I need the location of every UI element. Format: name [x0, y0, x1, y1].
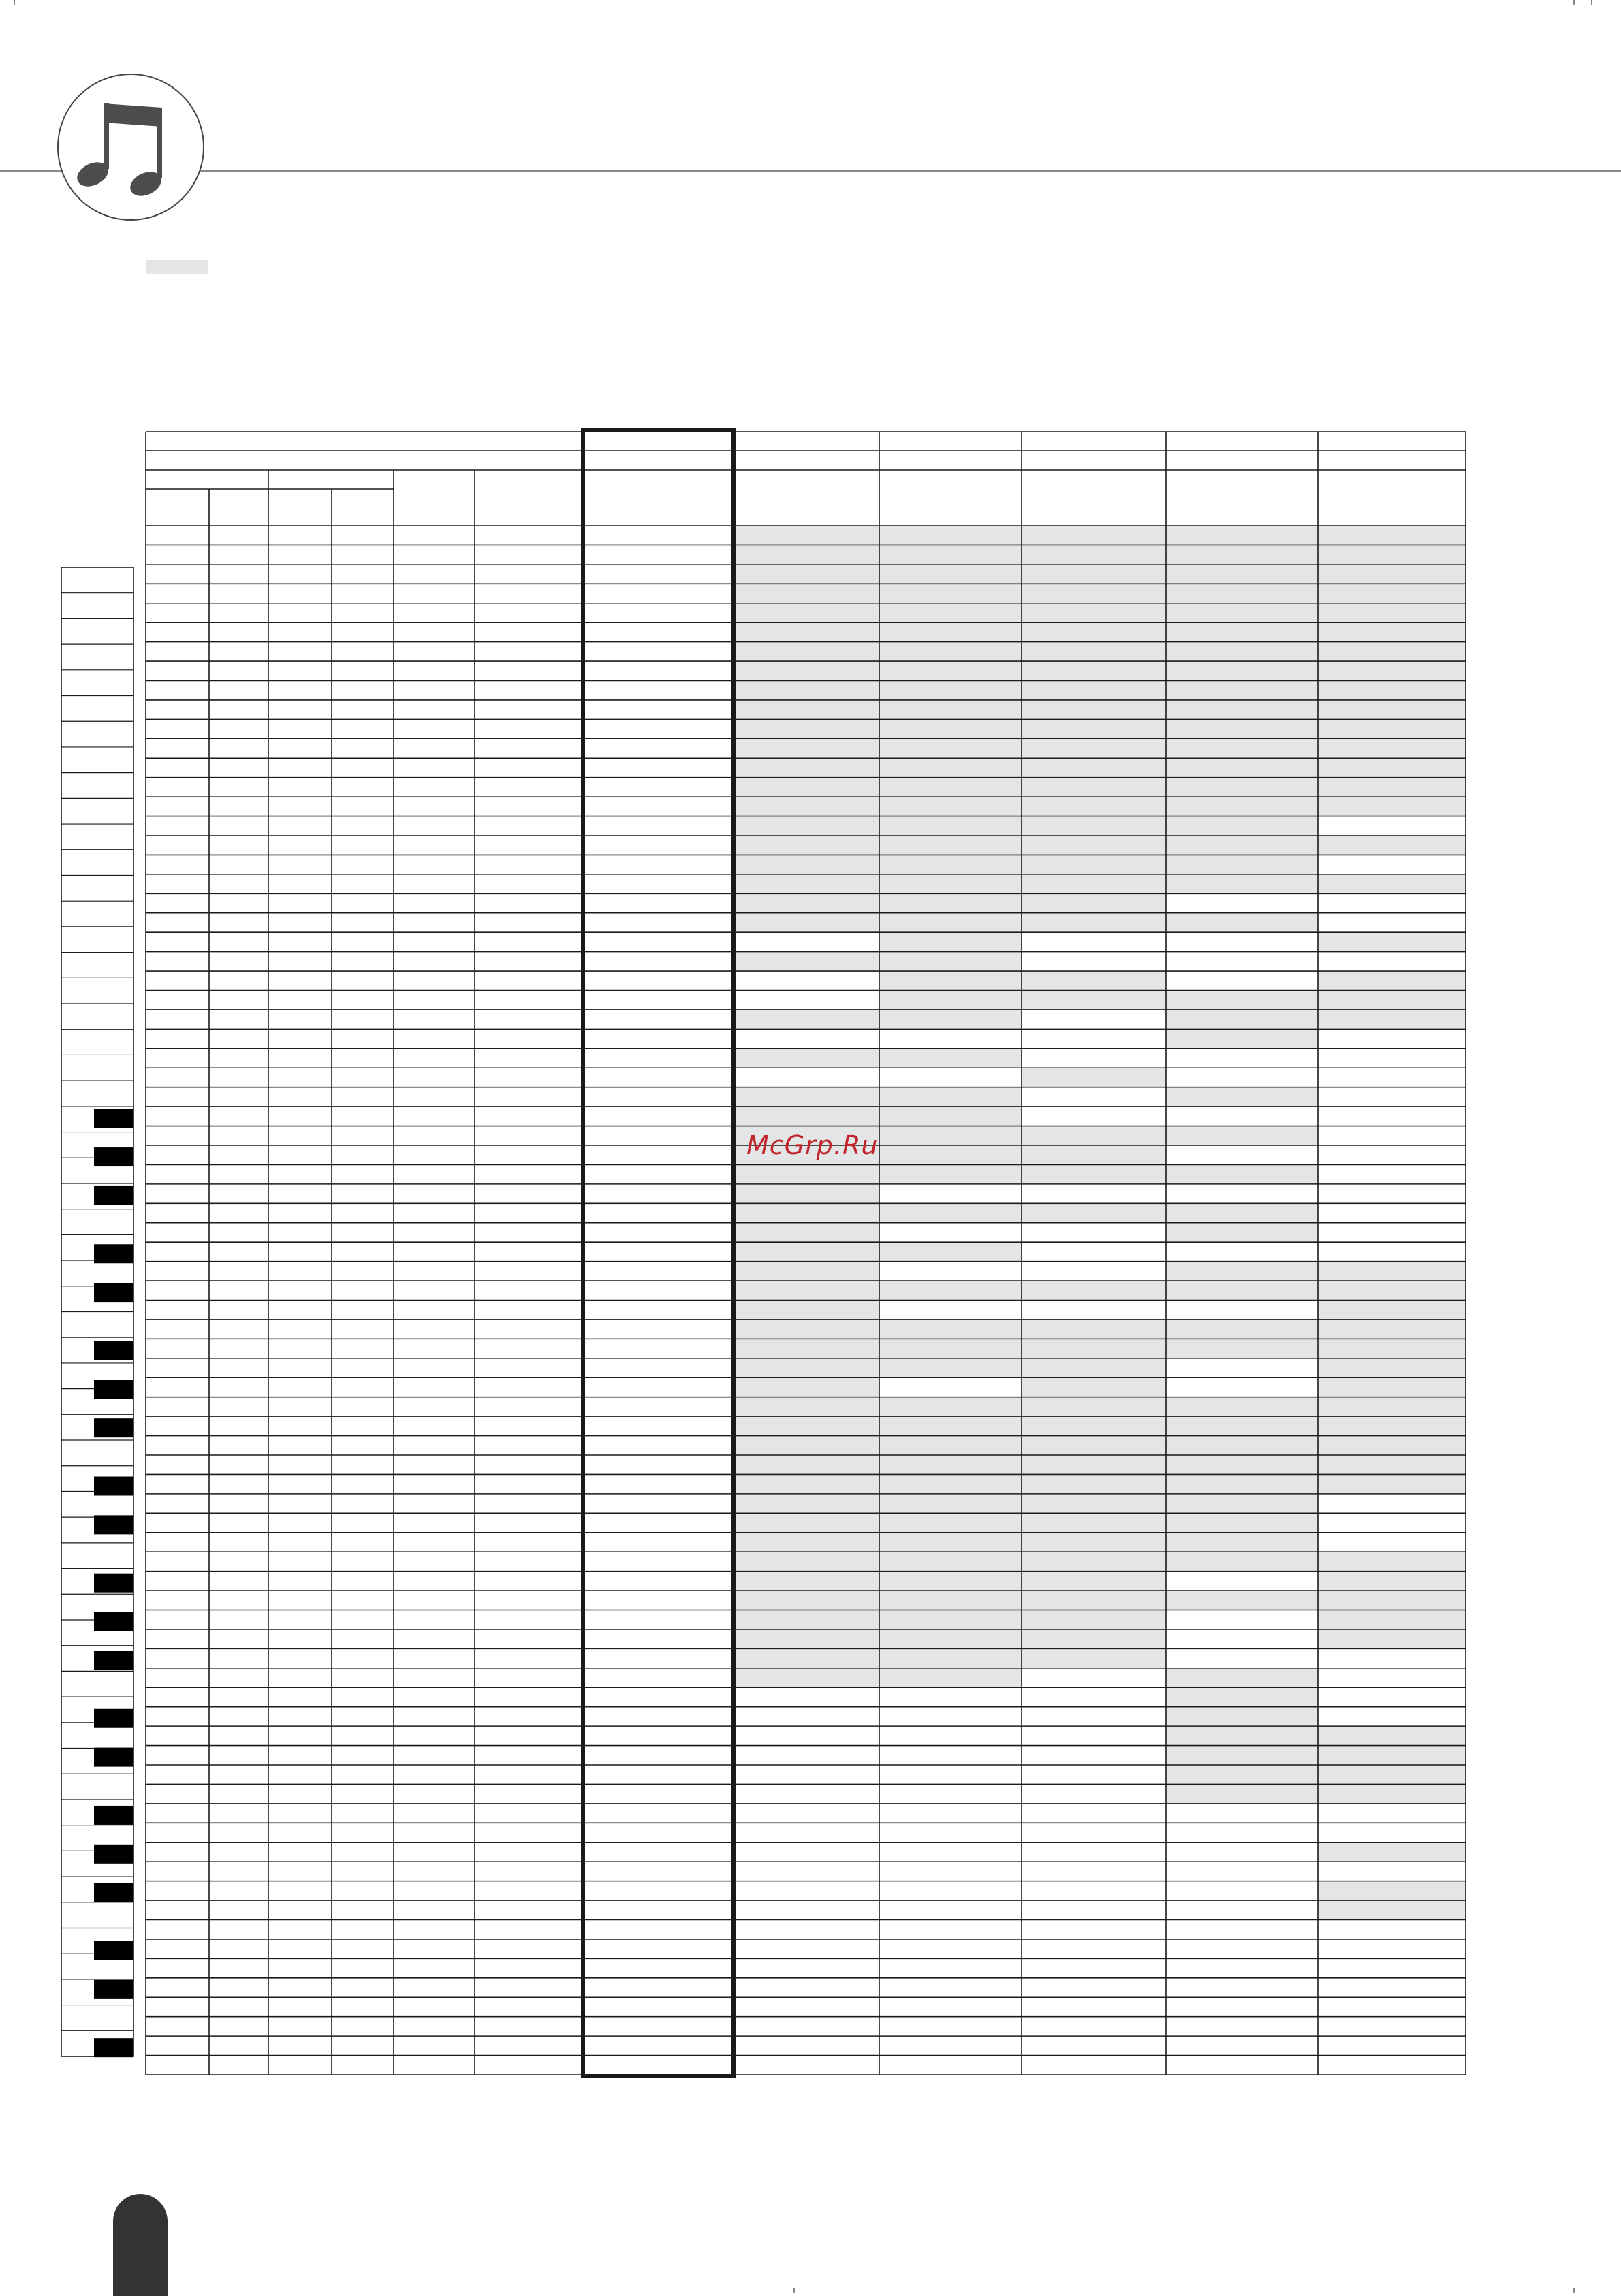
shaded-cell: [734, 1223, 879, 1242]
shaded-cell: [879, 603, 1022, 622]
shaded-cell: [1318, 1784, 1466, 1803]
shaded-cell: [734, 1455, 879, 1474]
shaded-cell: [1022, 1126, 1166, 1145]
shaded-cell: [879, 564, 1022, 584]
shaded-cell: [1166, 1552, 1318, 1571]
shaded-cell: [1166, 835, 1318, 855]
shaded-cell: [734, 1320, 879, 1339]
shaded-cell: [734, 1552, 879, 1571]
shaded-cell: [1166, 1126, 1318, 1145]
shaded-cell: [1318, 1591, 1466, 1610]
shaded-cell: [734, 1203, 879, 1222]
shaded-cell: [879, 1106, 1022, 1126]
shaded-cell: [1318, 1320, 1466, 1339]
shaded-cell: [1166, 603, 1318, 622]
shaded-cell: [734, 700, 879, 719]
shaded-cell: [734, 1301, 879, 1320]
shaded-cell: [1166, 1726, 1318, 1745]
shaded-cell: [1166, 700, 1318, 719]
shaded-cell: [1318, 1436, 1466, 1455]
shaded-cell: [879, 1049, 1022, 1068]
shaded-cell: [1022, 1339, 1166, 1358]
shaded-cell: [879, 1629, 1022, 1648]
shaded-cell: [879, 874, 1022, 893]
shaded-cell: [879, 1164, 1022, 1183]
black-key: [94, 2038, 133, 2057]
shaded-cell: [1318, 1900, 1466, 1919]
shaded-cell: [1318, 1765, 1466, 1784]
shaded-cell: [1318, 932, 1466, 951]
shaded-cell: [879, 700, 1022, 719]
shaded-cell: [734, 1010, 879, 1029]
shaded-cell: [879, 1203, 1022, 1222]
shaded-cell: [1022, 893, 1166, 912]
shaded-cell: [879, 778, 1022, 797]
shaded-cell: [879, 1494, 1022, 1513]
black-key: [94, 1380, 133, 1399]
shaded-cell: [1318, 835, 1466, 855]
shaded-cell: [1166, 1746, 1318, 1765]
shaded-cell: [879, 739, 1022, 758]
shaded-cell: [734, 1377, 879, 1397]
black-key: [94, 1109, 133, 1128]
black-key: [94, 1883, 133, 1902]
shaded-cell: [1318, 719, 1466, 738]
shaded-cell: [734, 835, 879, 855]
shaded-cell: [734, 584, 879, 603]
shaded-cell: [1022, 603, 1166, 622]
shaded-cell: [1022, 855, 1166, 874]
shaded-cell: [1166, 1416, 1318, 1435]
shaded-cell: [1318, 1281, 1466, 1300]
shaded-cell: [1318, 642, 1466, 661]
shaded-cell: [1318, 1010, 1466, 1029]
shaded-cell: [1022, 584, 1166, 603]
shaded-cell: [1318, 1262, 1466, 1281]
shaded-cell: [1022, 1629, 1166, 1648]
black-key: [94, 1341, 133, 1360]
shaded-cell: [734, 1591, 879, 1610]
shaded-cell: [734, 1474, 879, 1493]
watermark: McGrp.Ru: [746, 1130, 879, 1160]
shaded-cell: [1022, 874, 1166, 893]
shaded-cell: [1318, 1843, 1466, 1862]
shaded-cell: [1166, 739, 1318, 758]
shaded-cell: [1318, 526, 1466, 545]
black-key: [94, 1806, 133, 1825]
black-key: [94, 1612, 133, 1631]
shaded-cell: [734, 1049, 879, 1068]
black-key: [94, 1748, 133, 1767]
shaded-cell: [734, 1610, 879, 1629]
shaded-cell: [879, 1533, 1022, 1552]
shaded-cell: [879, 1648, 1022, 1668]
highlight-column-frame: [583, 430, 734, 2076]
shaded-cell: [879, 526, 1022, 545]
shaded-cell: [1166, 1436, 1318, 1455]
shaded-cell: [1022, 719, 1166, 738]
shaded-cell: [879, 545, 1022, 564]
shaded-cell: [1318, 584, 1466, 603]
black-key: [94, 1574, 133, 1593]
shaded-cell: [879, 1610, 1022, 1629]
shaded-cell: [1318, 1629, 1466, 1648]
shaded-cell: [879, 1281, 1022, 1300]
shaded-cell: [734, 1358, 879, 1377]
shaded-cell: [1318, 661, 1466, 680]
shaded-cell: [1022, 778, 1166, 797]
shaded-cell: [1318, 739, 1466, 758]
shaded-cell: [734, 739, 879, 758]
shaded-cell: [879, 1339, 1022, 1358]
shaded-cell: [1318, 991, 1466, 1010]
shaded-cell: [734, 719, 879, 738]
shaded-cell: [1166, 526, 1318, 545]
shaded-cell: [1022, 1358, 1166, 1377]
shaded-cell: [1022, 913, 1166, 932]
shaded-cell: [879, 835, 1022, 855]
shaded-cell: [1166, 1591, 1318, 1610]
shaded-cell: [879, 758, 1022, 777]
shaded-cell: [1166, 1513, 1318, 1532]
shaded-cell: [879, 1397, 1022, 1416]
shaded-cell: [1022, 642, 1166, 661]
shaded-cell: [1022, 797, 1166, 816]
shaded-cell: [1318, 603, 1466, 622]
shaded-cell: [1166, 719, 1318, 738]
shaded-cell: [734, 1494, 879, 1513]
page-number-tab: [113, 2194, 168, 2296]
shaded-cell: [879, 1668, 1022, 1687]
shaded-cell: [734, 797, 879, 816]
shaded-cell: [879, 1552, 1022, 1571]
shaded-cell: [1166, 1223, 1318, 1242]
shaded-cell: [1022, 1610, 1166, 1629]
shaded-cell: [1318, 564, 1466, 584]
shaded-cell: [734, 1513, 879, 1532]
shaded-cell: [879, 932, 1022, 951]
shaded-cell: [734, 642, 879, 661]
shaded-cell: [734, 526, 879, 545]
shaded-cell: [879, 1358, 1022, 1377]
shaded-cell: [879, 1455, 1022, 1474]
shaded-cell: [734, 816, 879, 835]
shaded-cell: [734, 622, 879, 641]
shaded-cell: [1022, 564, 1166, 584]
shaded-cell: [1166, 913, 1318, 932]
shaded-cell: [1022, 1474, 1166, 1493]
shaded-cell: [1022, 1533, 1166, 1552]
shaded-cell: [1318, 1881, 1466, 1900]
shaded-cell: [879, 681, 1022, 700]
shaded-cell: [1166, 622, 1318, 641]
shaded-cell: [1166, 1010, 1318, 1029]
shaded-cell: [734, 1648, 879, 1668]
black-key: [94, 1651, 133, 1670]
shaded-cell: [734, 681, 879, 700]
shaded-cell: [879, 1474, 1022, 1493]
black-key: [94, 1845, 133, 1864]
black-key: [94, 1515, 133, 1534]
shaded-cell: [734, 1106, 879, 1126]
shaded-cell: [1318, 1339, 1466, 1358]
shaded-cell: [879, 1145, 1022, 1164]
shaded-cell: [879, 1513, 1022, 1532]
shaded-cell: [734, 1436, 879, 1455]
shaded-cell: [1022, 1377, 1166, 1397]
shaded-cell: [1022, 816, 1166, 835]
shaded-cell: [734, 1184, 879, 1203]
shaded-cell: [734, 661, 879, 680]
shaded-cell: [1318, 1301, 1466, 1320]
shaded-cell: [1166, 1474, 1318, 1493]
shaded-cell: [1022, 1164, 1166, 1183]
shaded-cell: [1318, 874, 1466, 893]
black-key: [94, 1980, 133, 1999]
shaded-cell: [734, 1262, 879, 1281]
shaded-cell: [1022, 739, 1166, 758]
shaded-cell: [1022, 758, 1166, 777]
shaded-cell: [734, 874, 879, 893]
shaded-cell: [1166, 1533, 1318, 1552]
shaded-cell: [1318, 1746, 1466, 1765]
shaded-cell: [879, 1126, 1022, 1145]
black-key: [94, 1941, 133, 1960]
shaded-cell: [1318, 1377, 1466, 1397]
shaded-cell: [1166, 778, 1318, 797]
shaded-cell: [879, 1591, 1022, 1610]
shaded-cell: [879, 661, 1022, 680]
shaded-cell: [1166, 545, 1318, 564]
shaded-cell: [734, 1572, 879, 1591]
shaded-cell: [1022, 1591, 1166, 1610]
shaded-cell: [1022, 1416, 1166, 1435]
shaded-cell: [1166, 1029, 1318, 1048]
shaded-cell: [1022, 700, 1166, 719]
shaded-cell: [1166, 991, 1318, 1010]
shaded-cell: [1318, 700, 1466, 719]
black-key: [94, 1186, 133, 1205]
shaded-cell: [879, 642, 1022, 661]
shaded-cell: [879, 1242, 1022, 1261]
shaded-cell: [734, 1339, 879, 1358]
shaded-cell: [879, 1416, 1022, 1435]
shaded-cell: [734, 1281, 879, 1300]
shaded-cell: [1318, 797, 1466, 816]
shaded-cell: [1022, 545, 1166, 564]
shaded-cell: [1022, 991, 1166, 1010]
shaded-cell: [1318, 1572, 1466, 1591]
black-key: [94, 1477, 133, 1496]
shaded-cell: [734, 913, 879, 932]
shaded-cell: [1166, 681, 1318, 700]
shaded-cell: [879, 913, 1022, 932]
shaded-cell: [1022, 1281, 1166, 1300]
shaded-cell: [1166, 874, 1318, 893]
shaded-cell: [1318, 1610, 1466, 1629]
shaded-cell: [1318, 778, 1466, 797]
shaded-cell: [1318, 1416, 1466, 1435]
shaded-cell: [1166, 758, 1318, 777]
shaded-cell: [1318, 1455, 1466, 1474]
shaded-cell: [1022, 1513, 1166, 1532]
shaded-cell: [1022, 661, 1166, 680]
shaded-cell: [879, 622, 1022, 641]
shaded-cell: [734, 1416, 879, 1435]
shaded-cell: [879, 952, 1022, 971]
shaded-cell: [734, 1397, 879, 1416]
shaded-cell: [1166, 1455, 1318, 1474]
shaded-cell: [1166, 1164, 1318, 1183]
shaded-cell: [1022, 1455, 1166, 1474]
shaded-cell: [1166, 1707, 1318, 1726]
shaded-cell: [1022, 1320, 1166, 1339]
shaded-cell: [734, 893, 879, 912]
black-key: [94, 1283, 133, 1302]
shaded-cell: [1022, 1203, 1166, 1222]
shaded-cell: [734, 855, 879, 874]
shaded-cell: [1166, 661, 1318, 680]
shaded-cell: [879, 893, 1022, 912]
shaded-cell: [734, 758, 879, 777]
shaded-cell: [879, 1572, 1022, 1591]
shaded-cell: [879, 1087, 1022, 1106]
shaded-cell: [879, 991, 1022, 1010]
shaded-cell: [1022, 1068, 1166, 1087]
black-key: [94, 1709, 133, 1728]
shaded-cell: [1022, 1145, 1166, 1164]
shaded-cell: [1166, 1784, 1318, 1803]
shaded-cell: [1166, 1087, 1318, 1106]
shaded-cell: [1166, 1765, 1318, 1784]
shaded-cell: [734, 1087, 879, 1106]
shaded-cell: [734, 1629, 879, 1648]
shaded-cell: [1318, 1474, 1466, 1493]
shaded-cell: [1022, 526, 1166, 545]
shaded-cell: [879, 719, 1022, 738]
shaded-cell: [1166, 1339, 1318, 1358]
shaded-cell: [1022, 1494, 1166, 1513]
shaded-cell: [1318, 681, 1466, 700]
shaded-cell: [1166, 1687, 1318, 1706]
shaded-cell: [734, 952, 879, 971]
shaded-cell: [734, 1164, 879, 1183]
black-key: [94, 1147, 133, 1166]
shaded-cell: [1318, 971, 1466, 990]
shaded-cell: [734, 778, 879, 797]
shaded-cell: [1022, 1552, 1166, 1571]
shaded-cell: [1022, 1436, 1166, 1455]
shaded-cell: [879, 971, 1022, 990]
shaded-cell: [1318, 1397, 1466, 1416]
shaded-cell: [1166, 1397, 1318, 1416]
shaded-cell: [1318, 1726, 1466, 1745]
shaded-cell: [1318, 758, 1466, 777]
shaded-cell: [879, 816, 1022, 835]
shaded-cell: [879, 1320, 1022, 1339]
shaded-cell: [1022, 971, 1166, 990]
shaded-cell: [1166, 584, 1318, 603]
shaded-cell: [734, 1242, 879, 1261]
shaded-cell: [1166, 1320, 1318, 1339]
shaded-cell: [1022, 835, 1166, 855]
shaded-cell: [1166, 1203, 1318, 1222]
shaded-cell: [879, 1436, 1022, 1455]
black-key: [94, 1244, 133, 1263]
shaded-cell: [1166, 855, 1318, 874]
shaded-cell: [734, 1533, 879, 1552]
shaded-cell: [734, 603, 879, 622]
shaded-cell: [1318, 622, 1466, 641]
shaded-cell: [734, 545, 879, 564]
shaded-cell: [879, 584, 1022, 603]
shaded-cell: [1166, 1494, 1318, 1513]
shaded-cell: [1022, 622, 1166, 641]
shaded-cell: [1166, 642, 1318, 661]
shaded-cell: [1166, 1281, 1318, 1300]
shaded-cell: [1022, 681, 1166, 700]
shaded-cell: [1166, 1668, 1318, 1687]
shaded-cell: [734, 564, 879, 584]
shaded-cell: [1166, 816, 1318, 835]
shaded-cell: [879, 855, 1022, 874]
shaded-cell: [1022, 1648, 1166, 1668]
shaded-cell: [1166, 564, 1318, 584]
shaded-cell: [1318, 545, 1466, 564]
shaded-cell: [734, 1668, 879, 1687]
shaded-cell: [879, 797, 1022, 816]
shaded-cell: [1022, 1397, 1166, 1416]
shaded-cell: [1166, 1262, 1318, 1281]
shaded-cell: [1166, 797, 1318, 816]
black-key: [94, 1418, 133, 1437]
shaded-cell: [1318, 1552, 1466, 1571]
shaded-cell: [1318, 1358, 1466, 1377]
shaded-cell: [1022, 1572, 1166, 1591]
shaded-cell: [879, 1010, 1022, 1029]
